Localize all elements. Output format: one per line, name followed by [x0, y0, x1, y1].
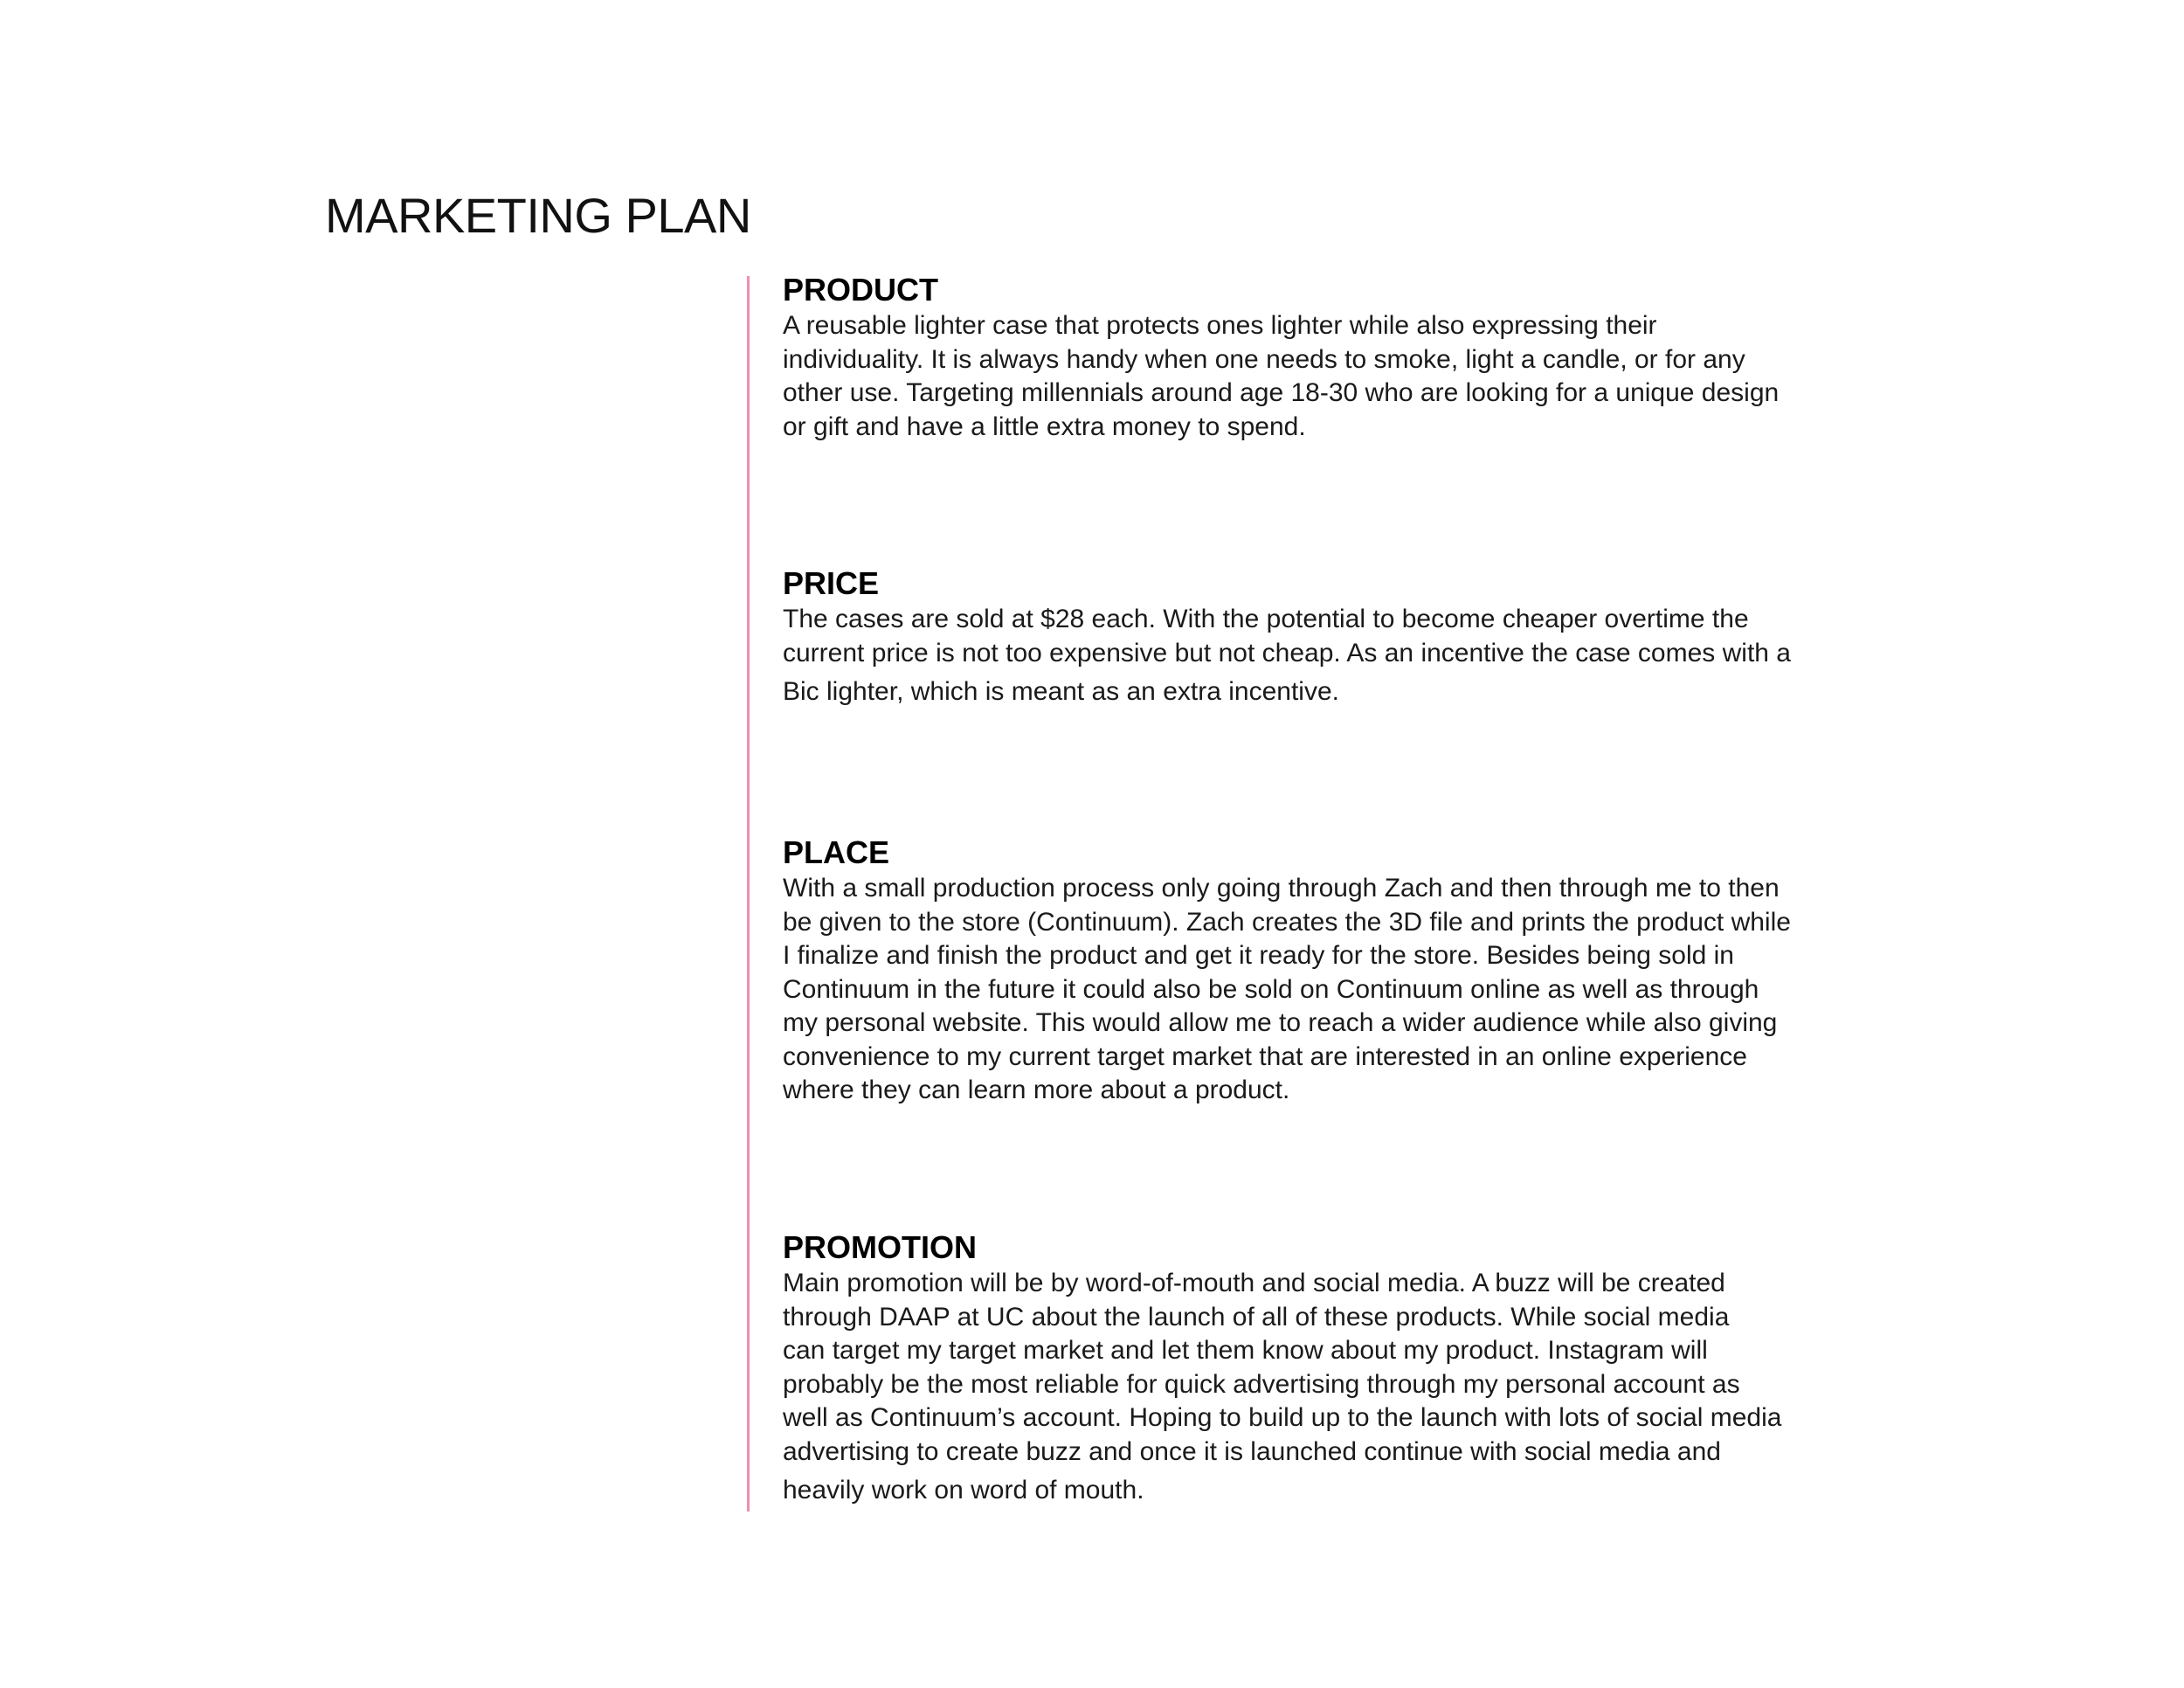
- body-line: advertising to create buzz and once it is launched continue with social media and: [783, 1436, 1721, 1466]
- body-line: With a small production process only going through Zach and then through me to then: [783, 874, 1780, 903]
- section-body-promotion: [783, 1267, 1910, 1508]
- section-body-price: [783, 603, 1910, 709]
- body-line: probably be the most reliable for quick advertising through my personal account as: [783, 1369, 1740, 1399]
- body-line: I finalize and finish the product and get it ready for the store. Besides being sold in: [783, 941, 1734, 970]
- section-promotion: [783, 1228, 1910, 1508]
- body-line: other use. Targeting millennials around age 18-30 who are looking for a unique design: [783, 378, 1780, 407]
- body-line: be given to the store (Continuum). Zach creates the 3D file and prints the product while: [783, 907, 1791, 937]
- body-line: where they can learn more about a product.: [783, 1076, 1290, 1104]
- body-line: convenience to my current target market that are interested in an online experience: [783, 1041, 1747, 1071]
- body-line: can target my target market and let them know about my product. Instagram will: [783, 1336, 1708, 1365]
- section-place: [783, 834, 1910, 1108]
- section-heading-price: PRICE: [783, 565, 880, 601]
- section-price: [783, 564, 1910, 709]
- body-line: individuality. It is always handy when one needs to smoke, light a candle, or for any: [783, 344, 1745, 374]
- body-line: well as Continuum’s account. Hoping to build up to the launch with lots of social media: [783, 1403, 1782, 1432]
- body-line: Bic lighter, which is meant as an extra incentive.: [783, 677, 1339, 706]
- body-line: or gift and have a little extra money to spend.: [783, 412, 1306, 441]
- body-line: current price is not too expensive but not cheap. As an incentive the case comes with a: [783, 638, 1791, 668]
- section-product: [783, 271, 1910, 444]
- body-line: Continuum in the future it could also be sold on Continuum online as well as through: [783, 974, 1759, 1004]
- section-heading-product: PRODUCT: [783, 272, 938, 308]
- section-heading-promotion: PROMOTION: [783, 1229, 977, 1265]
- section-heading-place: PLACE: [783, 834, 890, 870]
- section-body-product: [783, 309, 1910, 444]
- page-title: MARKETING PLAN: [325, 188, 751, 243]
- section-body-place: [783, 872, 1910, 1108]
- body-line: A reusable lighter case that protects ones lighter while also expressing their: [783, 311, 1657, 340]
- body-line: heavily work on word of mouth.: [783, 1476, 1144, 1505]
- body-line: Main promotion will be by word-of-mouth and social media. A buzz will be created: [783, 1269, 1725, 1297]
- body-line: my personal website. This would allow me to reach a wider audience while also giving: [783, 1008, 1778, 1037]
- body-line: The cases are sold at $28 each. With the potential to become cheaper overtime the: [783, 605, 1749, 633]
- body-line: through DAAP at UC about the launch of all of these products. While social media: [783, 1302, 1730, 1332]
- section-divider: [747, 276, 750, 1512]
